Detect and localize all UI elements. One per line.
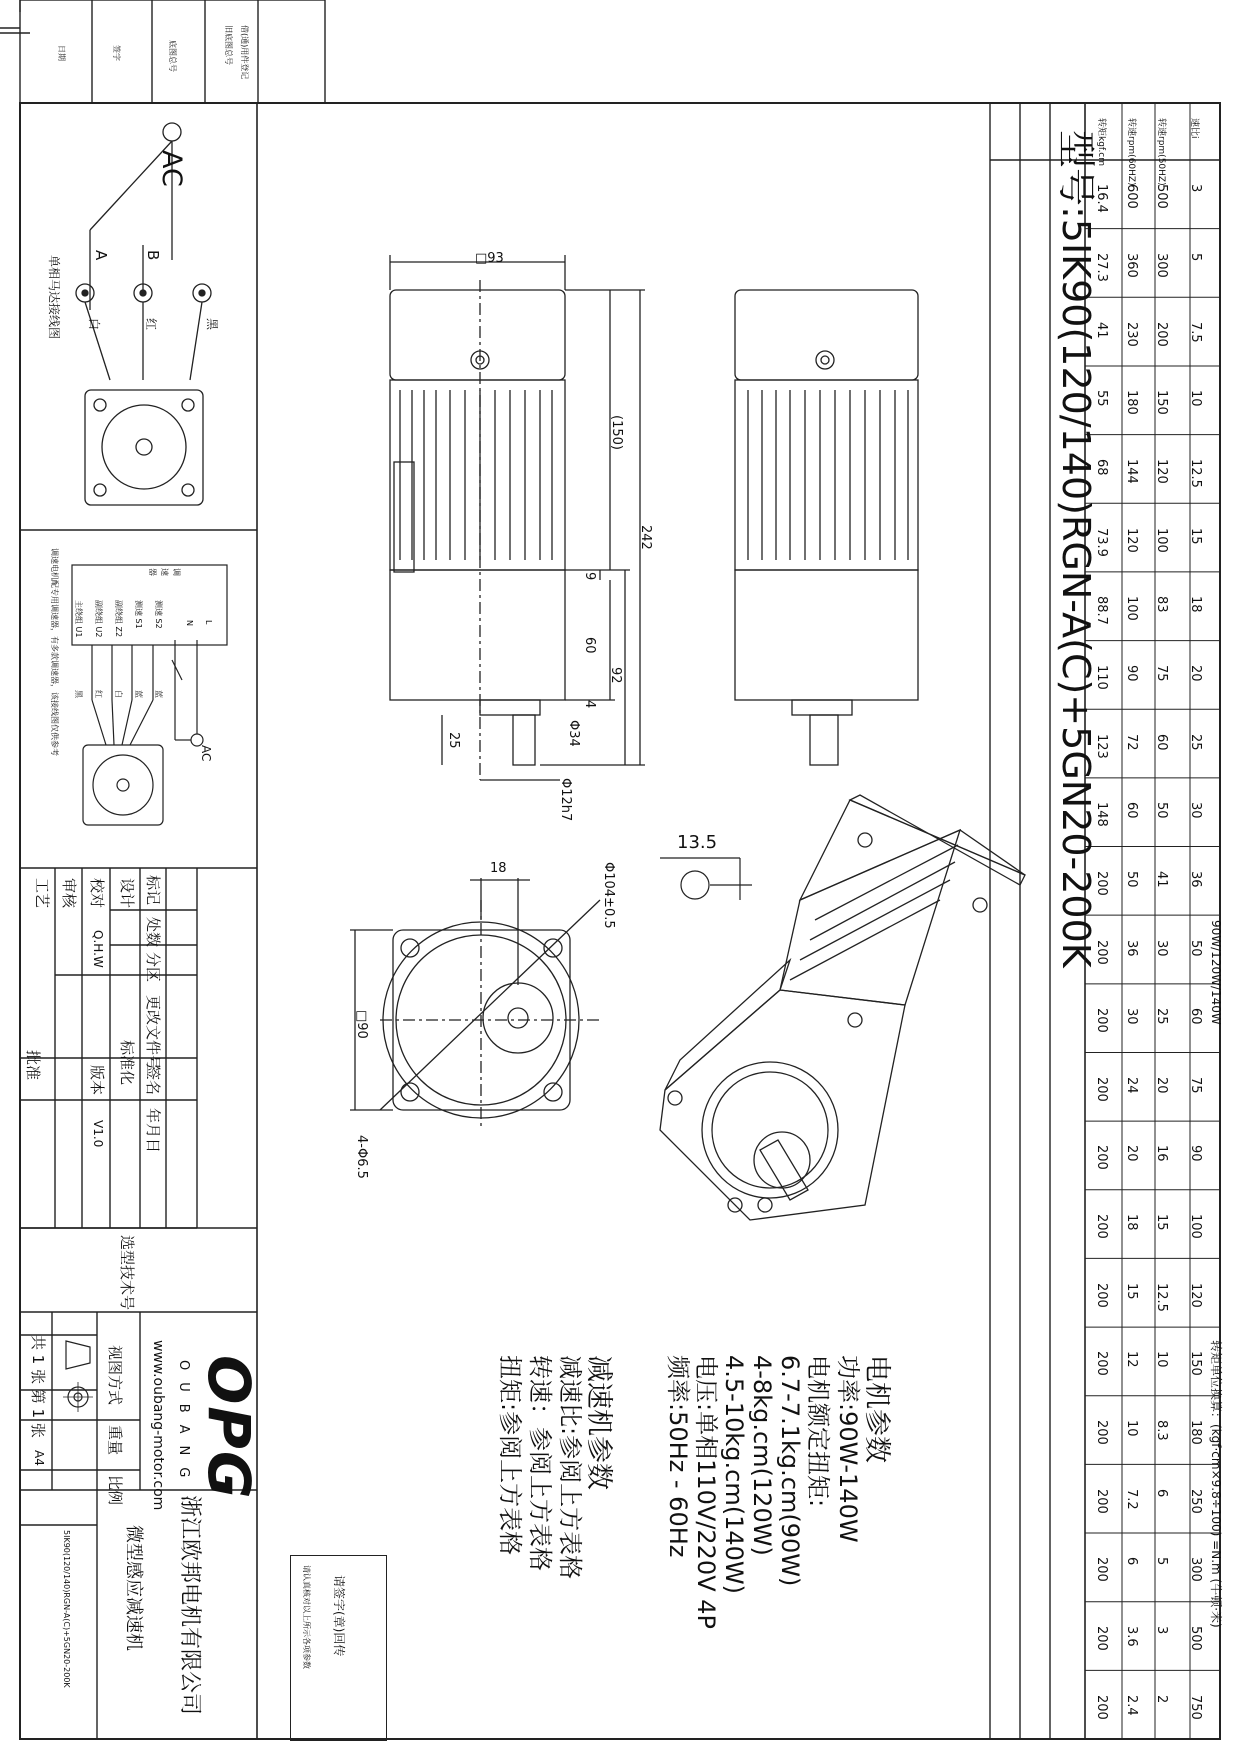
wire-color: 红: [94, 690, 103, 698]
ratio-cell: 200: [1094, 1214, 1109, 1239]
ratio-cell: 73.9: [1094, 527, 1109, 557]
tb-row-label: 设计: [118, 878, 136, 909]
motor-params-title: 电机参数: [861, 1355, 892, 1463]
ratio-cell: 148: [1094, 802, 1109, 828]
designer-name: Q.H.W: [91, 930, 105, 968]
tb-tech-no: 选型技术号: [118, 1235, 136, 1311]
ratio-cell: 200: [1094, 870, 1109, 896]
ratio-cell: 15: [1188, 527, 1203, 545]
dim-gear-length: 92: [608, 667, 623, 684]
dim-total-length: 242: [638, 525, 653, 550]
ratio-cell: 36: [1124, 939, 1139, 957]
ratio-cell: 15: [1124, 1282, 1139, 1300]
product-name: 微型感应减速机: [123, 1525, 144, 1651]
ratio-row-label: 速比i: [1189, 118, 1199, 139]
ratio-cell: 150: [1188, 1351, 1203, 1377]
tb-header: 分区: [144, 952, 162, 983]
ratio-cell: 750: [1188, 1694, 1203, 1720]
ratio-cell: 75: [1154, 664, 1169, 682]
ratio-cell: 50: [1188, 939, 1203, 957]
ratio-cell: 500: [1154, 184, 1169, 210]
scale-label: 比例: [106, 1475, 124, 1506]
dim-gap: 9: [582, 572, 597, 581]
dim-square: □90: [354, 1010, 369, 1039]
wire-white: 白: [87, 318, 101, 331]
ratio-cell: 200: [1154, 321, 1169, 347]
ratio-cell: 200: [1094, 1076, 1109, 1102]
ratio-cell: 110: [1094, 664, 1109, 690]
ratio-cell: 90: [1188, 1145, 1203, 1162]
ratio-cell: 83: [1154, 596, 1169, 613]
ratio-cell: 180: [1188, 1420, 1203, 1445]
paper-size: A4: [32, 1450, 46, 1466]
ratio-cell: 5: [1188, 252, 1203, 262]
tb-header: 更改文件号: [144, 995, 162, 1071]
controller-label: 器: [148, 568, 157, 576]
wire-color: 蓝: [154, 690, 163, 698]
ratio-cell: 41: [1094, 321, 1109, 339]
projection-symbol-icon: [58, 1335, 98, 1415]
ratio-cell: 20: [1188, 664, 1203, 682]
ratio-cell: 2: [1154, 1694, 1169, 1703]
ratio-cell: 7.2: [1124, 1488, 1139, 1510]
ratio-row-label: 转速rpm(50HZ): [1156, 118, 1166, 186]
ratio-cell: 120: [1124, 527, 1139, 553]
ratio-cell: 20: [1154, 1076, 1169, 1094]
logo-subtext: OUBANG: [176, 1360, 191, 1490]
company-logo: OPG: [195, 1355, 263, 1501]
model-small: 5IK90(120/140)RGN-A(C)+5GN20-200K: [62, 1530, 71, 1688]
ratio-row-label: 转速rpm(60HZ): [1126, 118, 1136, 186]
ratio-cell: 5: [1154, 1557, 1169, 1566]
dim-shaft-dia: Φ12h7: [558, 778, 573, 822]
ratio-cell: 8.3: [1154, 1420, 1169, 1441]
ratio-cell: 120: [1188, 1282, 1203, 1308]
register-label: 底图总号: [168, 40, 177, 72]
ratio-cell: 88.7: [1094, 596, 1109, 626]
ratio-cell: 41: [1154, 870, 1169, 888]
ratio-cell: 200: [1094, 1420, 1109, 1445]
dim-pilot: Φ104±0.5: [601, 862, 616, 929]
terminal-label: 测速 S2: [154, 600, 163, 629]
notice-sub: 请认真核对以上所示各项参数: [302, 1565, 311, 1669]
company-url: www.oubang-motor.com: [150, 1340, 166, 1511]
dim-shaft-length: 25: [446, 732, 461, 749]
wiring1-ac: AC: [156, 150, 187, 187]
ratio-cell: 30: [1124, 1008, 1139, 1025]
ratio-cell: 123: [1094, 733, 1109, 759]
ratio-cell: 100: [1188, 1214, 1203, 1239]
ratio-cell: 200: [1094, 1008, 1109, 1033]
ratio-cell: 12: [1124, 1351, 1139, 1368]
ratio-cell: 150: [1154, 390, 1169, 416]
ratio-cell: 24: [1124, 1076, 1139, 1094]
ratio-cell: 100: [1124, 596, 1139, 622]
tb-header: 年月日: [144, 1108, 162, 1154]
ratio-cell: 10: [1154, 1351, 1169, 1368]
ratio-cell: 50: [1124, 870, 1139, 888]
ratio-cell: 20: [1124, 1145, 1139, 1162]
wire-color: 蓝: [134, 690, 143, 698]
dim-flange: □93: [475, 251, 504, 266]
controller-label: 速: [160, 568, 169, 576]
torque-unit-note: 转矩单位换算：(kgf·cm×9.8÷100) =N.m (牛顿·米): [1209, 1340, 1223, 1628]
motor-param-line: 4-8kg.cm(120W): [748, 1355, 776, 1556]
terminal-label: 主绕组 U1: [74, 600, 83, 638]
controller-label: 调: [172, 568, 181, 576]
ratio-cell: 12.5: [1188, 458, 1203, 488]
ratio-cell: 120: [1154, 458, 1169, 484]
ratio-cell: 30: [1188, 802, 1203, 819]
tb-header: 签名: [144, 1065, 162, 1096]
ratio-cell: 6: [1124, 1557, 1139, 1566]
wire-black: 黑: [205, 318, 219, 331]
ratio-cell: 75: [1188, 1076, 1203, 1094]
motor-param-line: 6.7-7.1kg.cm(90W): [776, 1355, 804, 1587]
tb-std: 标准化: [118, 1040, 136, 1086]
ratio-cell: 200: [1094, 1282, 1109, 1308]
ratio-cell: 2.4: [1124, 1694, 1139, 1716]
ratio-cell: 3: [1154, 1626, 1169, 1635]
ratio-cell: 180: [1124, 390, 1139, 416]
motor-param-line: 功率:90W-140W: [834, 1355, 862, 1543]
ratio-cell: 18: [1124, 1214, 1139, 1231]
dim-boss: 4: [582, 700, 597, 709]
ratio-cell: 60: [1154, 733, 1169, 751]
register-label: 旧底图总号: [224, 25, 233, 65]
ratio-cell: 60: [1188, 1008, 1203, 1025]
tb-row-label: 工艺: [33, 878, 51, 909]
ratio-cell: 30: [1154, 939, 1169, 957]
ratio-cell: 200: [1094, 1557, 1109, 1583]
dim-holes: 4-Φ6.5: [354, 1135, 369, 1179]
ratio-cell: 300: [1154, 252, 1169, 278]
terminal-label: 副绕组 Z2: [114, 600, 123, 638]
ratio-cell: 200: [1094, 1488, 1109, 1514]
ratio-cell: 60: [1124, 802, 1139, 819]
terminal-label: 测速 S1: [134, 600, 143, 629]
reducer-param-line: 扭矩:参阅上方表格: [496, 1355, 524, 1556]
wire-color: 黑: [74, 690, 83, 698]
tb-version-label: 版本: [88, 1065, 106, 1096]
ratio-cell: 90: [1124, 664, 1139, 682]
ratio-cell: 250: [1188, 1488, 1203, 1514]
ratio-cell: 100: [1154, 527, 1169, 553]
motor-param-line: 4.5-10kg.cm(140W): [720, 1355, 748, 1594]
wiring2-ac: AC: [199, 745, 213, 762]
dim-gearhead: 60: [582, 637, 597, 654]
wiring2-n: N: [185, 620, 194, 626]
ratio-cell: 500: [1188, 1626, 1203, 1651]
ratio-cell: 200: [1094, 1626, 1109, 1651]
ratio-cell: 27.3: [1094, 252, 1109, 282]
register-label: 日期: [57, 45, 66, 61]
notice-title: 请签字(章)回传: [332, 1575, 346, 1657]
wiring1-a: A: [92, 250, 110, 261]
motor-param-line: 电压:单相110V/220V 4P: [692, 1355, 720, 1629]
ratio-table-header: 90W/120W/140W: [1209, 920, 1223, 1025]
reducer-params-title: 减速机参数: [583, 1355, 614, 1490]
tb-header: 标记: [144, 875, 162, 906]
dim-body-length: (150): [609, 415, 624, 450]
ratio-row-label: 转矩kgf.cm: [1096, 118, 1106, 167]
dim-key: 13.5: [677, 832, 718, 853]
ratio-cell: 300: [1188, 1557, 1203, 1583]
ratio-cell: 200: [1094, 1145, 1109, 1171]
dim-offset: 18: [490, 861, 507, 876]
dim-boss-dia: Φ34: [566, 720, 581, 747]
wiring2-note: 调速电机配专用调速器，有多款调速器，该接线图仅供参考: [50, 548, 59, 756]
tb-version: V1.0: [91, 1120, 105, 1148]
ratio-cell: 16.4: [1094, 184, 1109, 214]
ratio-cell: 3.6: [1124, 1626, 1139, 1647]
tb-header: 处数: [144, 917, 162, 948]
ratio-cell: 230: [1124, 321, 1139, 347]
ratio-cell: 12.5: [1154, 1282, 1169, 1312]
wiring2-l: L: [204, 620, 213, 625]
view-mode-label: 视图方式: [106, 1345, 124, 1406]
ratio-cell: 600: [1124, 184, 1139, 210]
motor-param-line: 频率:50Hz - 60Hz: [664, 1355, 692, 1558]
ratio-cell: 55: [1094, 390, 1109, 407]
sheet-count: 共 1 张 第 1 张: [29, 1335, 47, 1438]
ratio-cell: 7.5: [1188, 321, 1203, 343]
company-name: 浙江欧邦电机有限公司: [177, 1495, 202, 1716]
register-label: 借(通)用件登记: [240, 25, 249, 80]
ratio-cell: 10: [1188, 390, 1203, 407]
reducer-param-line: 转速：参阅上方表格: [526, 1355, 554, 1571]
ratio-cell: 200: [1094, 1351, 1109, 1377]
wire-red: 红: [144, 318, 158, 331]
wire-color: 白: [114, 690, 123, 698]
register-label: 签字: [112, 45, 121, 61]
weight-label: 重量: [106, 1425, 124, 1456]
tb-row-label: 校对: [88, 878, 106, 909]
terminal-label: 副绕组 U2: [94, 600, 103, 638]
ratio-cell: 144: [1124, 458, 1139, 484]
ratio-cell: 10: [1124, 1420, 1139, 1437]
ratio-cell: 25: [1188, 733, 1203, 751]
wiring1-b: B: [144, 250, 162, 261]
tb-row-label: 审核: [60, 878, 78, 909]
ratio-cell: 25: [1154, 1008, 1169, 1025]
ratio-cell: 360: [1124, 252, 1139, 278]
model-title: 型号:5IK90(120/140)RGN-A(C)+5GN20-200K: [1054, 130, 1098, 968]
motor-param-line: 电机额定扭矩:: [804, 1355, 832, 1508]
ratio-cell: 72: [1124, 733, 1139, 751]
tb-approve: 批准: [24, 1050, 42, 1081]
ratio-cell: 68: [1094, 458, 1109, 476]
ratio-cell: 16: [1154, 1145, 1169, 1162]
ratio-cell: 36: [1188, 870, 1203, 888]
ratio-cell: 6: [1154, 1488, 1169, 1497]
ratio-cell: 200: [1094, 1694, 1109, 1720]
ratio-cell: 18: [1188, 596, 1203, 613]
ratio-cell: 15: [1154, 1214, 1169, 1231]
ratio-cell: 3: [1188, 184, 1203, 193]
wiring1-title: 单相马达接线图: [47, 255, 61, 340]
ratio-cell: 50: [1154, 802, 1169, 819]
ratio-cell: 200: [1094, 939, 1109, 965]
reducer-param-line: 减速比:参阅上方表格: [556, 1355, 584, 1580]
